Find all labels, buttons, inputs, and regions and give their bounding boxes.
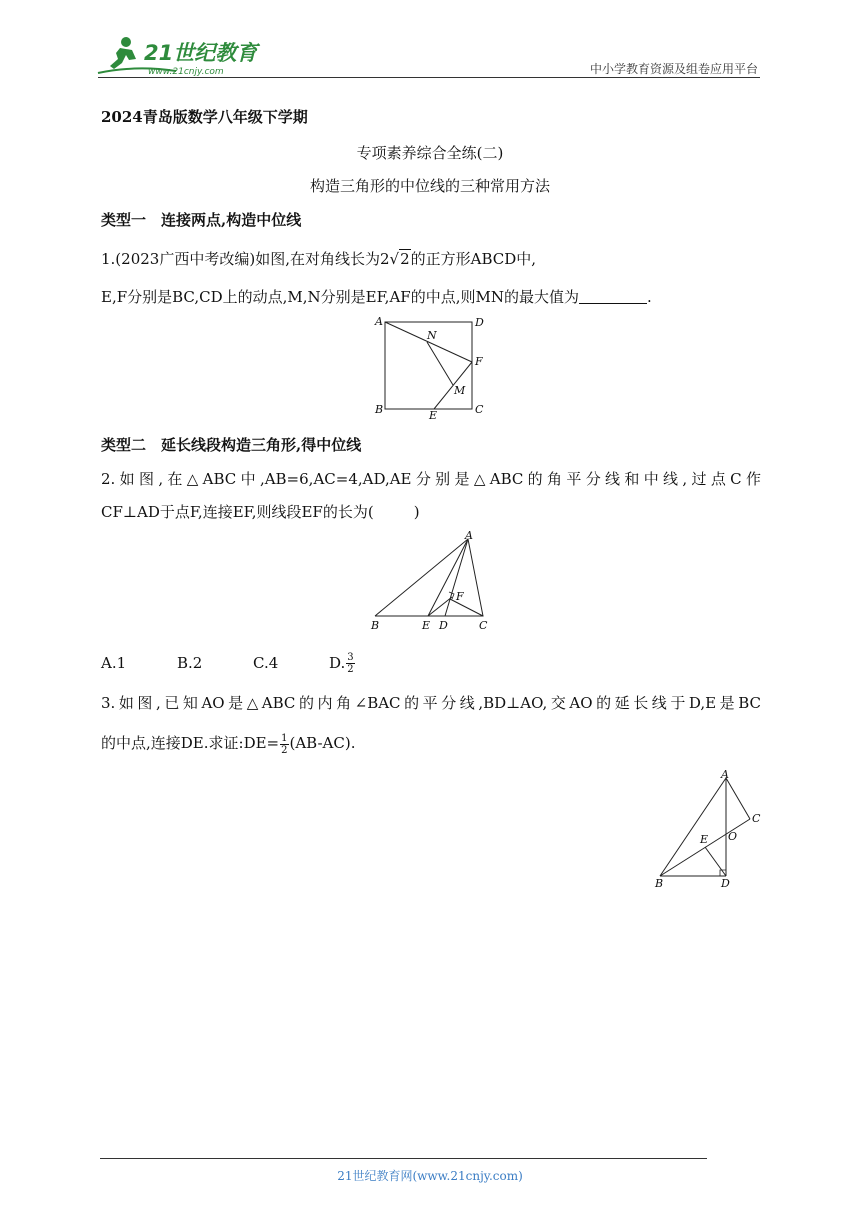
- footer-divider: [100, 1158, 707, 1159]
- fig3-label-b: B: [655, 877, 664, 890]
- course-title: 2024青岛版数学八年级下学期: [101, 108, 308, 126]
- site-logo: [96, 33, 266, 77]
- fig2-label-d: D: [439, 619, 448, 632]
- q2-choices: [101, 652, 356, 675]
- fig3-label-c: C: [752, 812, 761, 825]
- section1-heading: 类型一 连接两点,构造中位线: [101, 211, 302, 229]
- fig2-label-a: A: [465, 530, 473, 542]
- q3-line2: 的中点,连接DE.求证:DE= $\frac{1}{2}$ (AB-AC).: [101, 732, 356, 756]
- fig1-label-f: F: [475, 355, 483, 368]
- page-title: 专项素养综合全练(二): [356, 144, 504, 162]
- fig2-label-f: F: [456, 590, 464, 603]
- figure-2-triangle: [365, 530, 500, 635]
- site-name: 中小学教育资源及组卷应用平台: [589, 62, 758, 76]
- figure-1-square: [370, 312, 490, 422]
- answer-blank: [579, 289, 647, 304]
- logo-text: 21世纪教育: [144, 41, 258, 65]
- fig1-label-a: A: [375, 315, 383, 328]
- footer-link[interactable]: 21世纪教育网(www.21cnjy.com): [337, 1169, 523, 1183]
- q1-line1: 1.(2023广西中考改编)如图,在对角线长为2√2的正方形ABCD中,: [101, 250, 537, 268]
- sqrt-symbol: √2: [389, 250, 410, 268]
- fig3-label-e: E: [700, 833, 709, 846]
- fig3-label-d: D: [721, 877, 730, 890]
- fig2-label-c: C: [479, 619, 488, 632]
- figure-3-triangle: [650, 766, 770, 894]
- fig2-label-e: E: [422, 619, 431, 632]
- fig1-label-e: E: [429, 409, 438, 422]
- q2-line2: CF⊥AD于点F,连接EF,则线段EF的长为( ): [101, 503, 420, 521]
- q1-line2: E,F分别是BC,CD上的动点,M,N分别是EF,AF的中点,则MN的最大值为 .: [101, 288, 652, 306]
- fig1-label-n: N: [427, 329, 437, 342]
- fig1-label-m: M: [454, 384, 466, 397]
- q3-line1: 3.如图,已知AO是△ABC的内角∠BAC的平分线,BD⊥AO,交AO的延长线于D,E是BC: [101, 694, 761, 712]
- q2-line1: 2.如图,在△ABC中,AB=6,AC=4,AD,AE分别是△ABC的角平分线和中线,过点C作: [101, 470, 761, 488]
- header-divider: [98, 77, 760, 78]
- fig3-label-a: A: [721, 768, 729, 781]
- fig1-label-d: D: [475, 316, 484, 329]
- fig3-label-o: O: [728, 830, 738, 843]
- page-subtitle: 构造三角形的中位线的三种常用方法: [309, 177, 550, 195]
- logo-url: www.21cnjy.com: [148, 67, 224, 77]
- choice-a[interactable]: A.1: [101, 653, 127, 672]
- choice-b[interactable]: B.2: [177, 653, 203, 672]
- choice-c[interactable]: C.4: [253, 653, 279, 672]
- fig1-label-c: C: [475, 403, 484, 416]
- section2-heading: 类型二 延长线段构造三角形,得中位线: [101, 436, 362, 454]
- fig1-label-b: B: [375, 403, 384, 416]
- fig2-label-b: B: [371, 619, 380, 632]
- choice-d[interactable]: D. $\frac{3}{2}$: [329, 652, 354, 675]
